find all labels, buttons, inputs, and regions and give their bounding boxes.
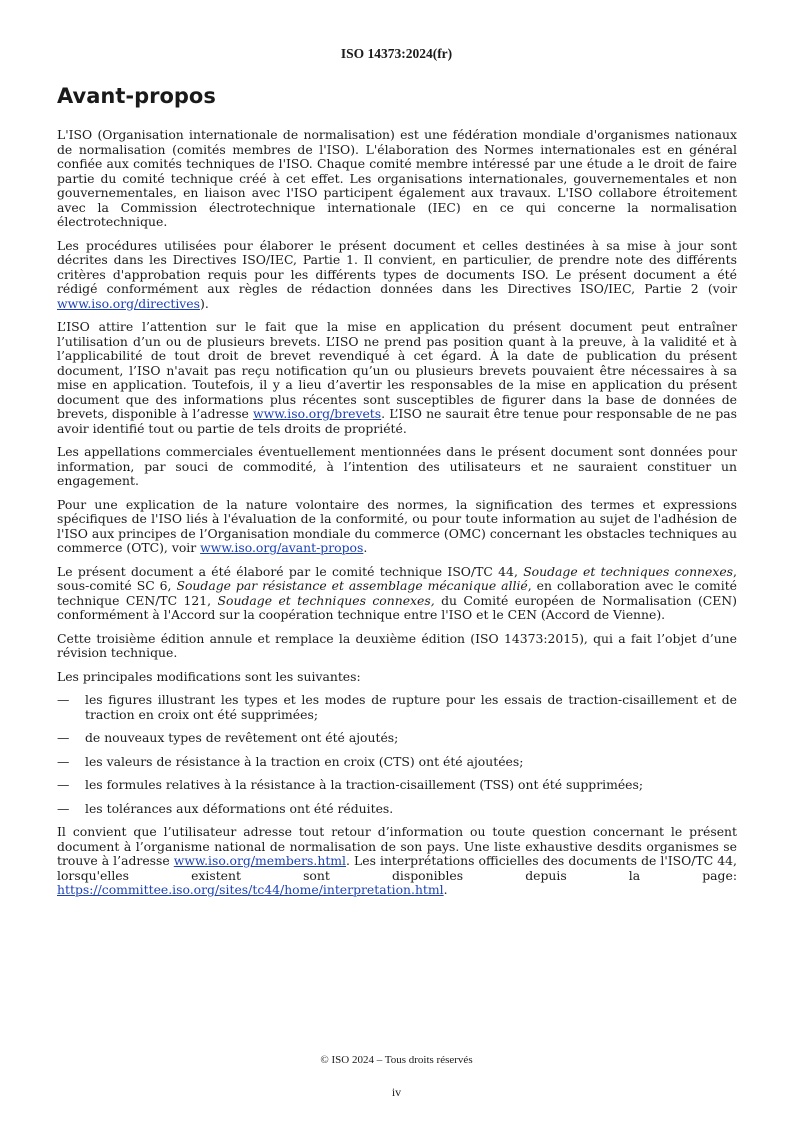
paragraph-text: Pour une explication de la nature volontaire des normes, la signification des termes et expressions spécifiques de l'ISO liés à l'évaluation de la conformité, ou pour toute information au sujet de l'adhésion de l'ISO aux principes de l’Organisation mondiale du commerce (OMC) concernant les obstacles techniques au commerce (OTC), voir (57, 496, 737, 555)
directives-link[interactable]: www.iso.org/directives (57, 295, 200, 311)
foreword-content (57, 128, 737, 907)
subcommittee-title: Soudage par résistance et assemblage mécanique allié (176, 578, 528, 593)
list-item (57, 755, 737, 770)
paragraph-text: . Les interprétations officielles des documents de l'ISO/TC 44, lorsqu'elles existent sont disponibles depuis la page: (57, 853, 737, 883)
paragraph-patents (57, 320, 737, 436)
patents-link[interactable]: www.iso.org/brevets (253, 406, 382, 421)
interpretation-link[interactable]: https://committee.iso.org/sites/tc44/home/interpretation.html (57, 882, 444, 897)
paragraph-text: . (363, 540, 368, 555)
paragraph-text: Les procédures utilisées pour élaborer le présent document et celles destinées à sa mise à jour sont décrites dans les Directives ISO/IEC, Partie 1. Il convient, en particulier, de prendre note des différents critères d'approbation requis pour les différents types de documents ISO. Le présent document a été rédigé conformément aux règles de rédaction données dans les Directives ISO/IEC, Partie 2 (voir (57, 237, 737, 296)
paragraph-text: . (443, 882, 448, 897)
paragraph-text: L’ISO attire l’attention sur le fait que la mise en application du présent document peut entraîner l’utilisation d’un ou de plusieurs brevets. L’ISO ne prend pas position quant à la preuve, à la validité et à l’applicabilité de tout droit de brevet revendiqué à cet égard. À la date de publication du présent document, l’ISO n'avait pas reçu notification qu’un ou plusieurs brevets pouvaient être nécessaires à sa mise en application. Toutefois, il y a lieu d’avertir les responsables de la mise en application du présent document que des informations plus récentes sont susceptibles de figurer dans la base de données de brevets, disponible à l’adresse (57, 319, 737, 421)
paragraph-feedback (57, 825, 737, 898)
paragraph-text: , sous-comité SC 6, (57, 563, 737, 593)
list-item-text: les tolérances aux déformations ont été réduites. (85, 800, 394, 816)
list-item-text: de nouveaux types de revêtement ont été ajoutés; (85, 730, 399, 745)
list-item (57, 693, 737, 722)
paragraph-text: Le présent document a été élaboré par le comité technique ISO/TC 44, (57, 563, 524, 579)
paragraph-committee (57, 565, 737, 623)
list-item-text: les figures illustrant les types et les modes de rupture pour les essais de traction-cisaillement et de traction en croix ont été supprimées; (85, 692, 737, 722)
list-item-text: les valeurs de résistance à la traction en croix (CTS) ont été ajoutées; (85, 753, 524, 769)
copyright-footer: © ISO 2024 – Tous droits réservés (320, 1054, 473, 1066)
document-id-header: ISO 14373:2024(fr) (340, 46, 453, 61)
changes-list (57, 693, 737, 816)
list-dash: — (57, 777, 70, 792)
paragraph-procedures (57, 239, 737, 312)
list-dash: — (57, 730, 70, 745)
cen-committee-title: Soudage et techniques connexes, (217, 592, 435, 608)
foreword-link[interactable]: www.iso.org/avant-propos (200, 540, 364, 555)
paragraph-iso-intro: L'ISO (Organisation internationale de normalisation) est une fédération mondiale d'organismes nationaux de normalisation (comités membres de l'ISO). L'élaboration des Normes internationales est en général confiée aux comités techniques de l'ISO. Chaque comité membre intéressé par une étude a le droit de faire partie du comité technique créé à cet effet. Les organisations internationales, gouvernementales et non gouvernementales, en liaison avec l'ISO participent également aux travaux. L'ISO collabore étroitement avec la Commission électrotechnique internationale (IEC) en ce qui concerne la normalisation électrotechnique. (57, 127, 737, 229)
members-link[interactable]: www.iso.org/members.html (173, 853, 347, 868)
paragraph-text: , en collaboration avec le comité technique CEN/TC 121, (57, 578, 738, 608)
paragraph-voluntary-nature (57, 498, 737, 556)
list-dash: — (57, 692, 70, 707)
list-item (57, 731, 737, 746)
paragraph-changes-intro: Les principales modifications sont les suivantes: (57, 668, 361, 684)
paragraph-text: ). (200, 295, 209, 311)
paragraph-text: du Comité européen de Normalisation (CEN) conformément à l'Accord sur la coopération technique entre l'ISO et le CEN (Accord de Vienne). (57, 592, 737, 622)
paragraph-text: Il convient que l’utilisateur adresse tout retour d’information ou toute question concernant le présent document à l’organisme national de normalisation de son pays. Une liste exhaustive desdits organismes se trouve à l’adresse (57, 824, 737, 868)
list-item-text: les formules relatives à la résistance à la traction-cisaillement (TSS) ont été supprimées; (85, 777, 644, 792)
committee-title: Soudage et techniques connexes (523, 563, 734, 579)
list-item (57, 802, 737, 817)
list-item (57, 778, 737, 793)
paragraph-edition: Cette troisième édition annule et remplace la deuxième édition (ISO 14373:2015), qui a fait l’objet d’une révision technique. (57, 630, 737, 660)
page-number: iv (391, 1085, 402, 1099)
page-title: Avant-propos (57, 84, 216, 108)
paragraph-text: . L’ISO ne saurait être tenue pour responsable de ne pas avoir identifié tout ou partie de tels droits de propriété. (57, 406, 737, 436)
list-dash: — (57, 800, 70, 816)
paragraph-trade-names: Les appellations commerciales éventuellement mentionnées dans le présent document sont données pour information, par souci de commodité, à l’intention des utilisateurs et ne sauraient constituer un engagement. (57, 444, 737, 488)
list-dash: — (57, 753, 70, 769)
